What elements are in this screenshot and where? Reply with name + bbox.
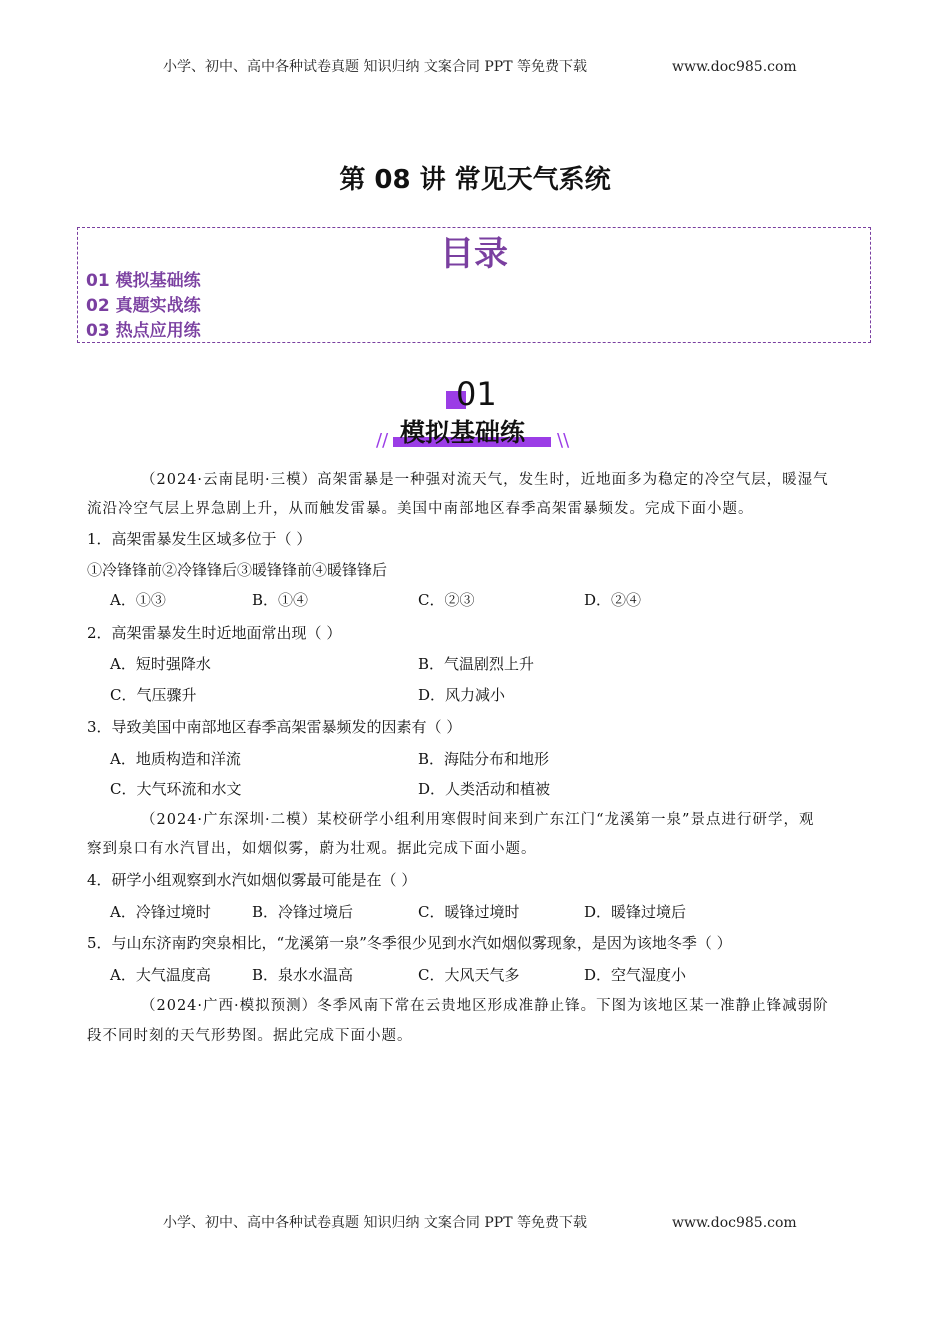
page-title: 第 08 讲 常见天气系统 <box>339 165 611 195</box>
option-b[interactable]: B．海陆分布和地形 <box>418 750 550 768</box>
decor-slash-right: \\ <box>557 430 570 451</box>
option-c[interactable]: C．气压骤升 <box>110 686 197 704</box>
option-b[interactable]: B．①④ <box>252 591 309 609</box>
question-3: 3．导致美国中南部地区春季高架雷暴频发的因素有（ ） <box>87 718 462 736</box>
question-2: 2．高架雷暴发生时近地面常出现（ ） <box>87 624 342 642</box>
header-url[interactable]: www.doc985.com <box>672 59 797 75</box>
question-4: 4．研学小组观察到水汽如烟似雾最可能是在（ ） <box>87 871 417 889</box>
question-5: 5．与山东济南趵突泉相比，“龙溪第一泉”冬季很少见到水汽如烟似雾现象，是因为该地冬季（ ） <box>87 934 732 952</box>
option-c[interactable]: C．大风天气多 <box>418 966 520 984</box>
passage-line: （2024·广西·模拟预测）冬季风南下常在云贵地区形成准静止锋。下图为该地区某一准静止锋减弱阶 <box>141 998 829 1014</box>
footer-url[interactable]: www.doc985.com <box>672 1215 797 1231</box>
option-d[interactable]: D．暖锋过境后 <box>584 903 687 921</box>
table-of-contents <box>77 227 871 343</box>
option-d[interactable]: D．空气湿度小 <box>584 966 687 984</box>
toc-item[interactable]: 02 真题实战练 <box>86 296 201 316</box>
passage-line: （2024·云南昆明·三模）高架雷暴是一种强对流天气，发生时，近地面多为稳定的冷空气层，暖湿气 <box>141 472 829 488</box>
question-1: 1．高架雷暴发生区域多位于（ ） <box>87 530 312 548</box>
section-title: 模拟基础练 <box>400 418 526 447</box>
option-a[interactable]: A．地质构造和洋流 <box>110 750 241 768</box>
option-b[interactable]: B．冷锋过境后 <box>252 903 354 921</box>
option-c[interactable]: C．②③ <box>418 591 475 609</box>
footer-text: 小学、初中、高中各种试卷真题 知识归纳 文案合同 PPT 等免费下载 <box>163 1215 587 1231</box>
option-b[interactable]: B．泉水水温高 <box>252 966 354 984</box>
option-a[interactable]: A．①③ <box>110 591 166 609</box>
passage-line: （2024·广东深圳·二模）某校研学小组利用寒假时间来到广东江门“龙溪第一泉”景点进行研学，观 <box>141 812 815 828</box>
option-c[interactable]: C．大气环流和水文 <box>110 780 242 798</box>
option-b[interactable]: B．气温剧烈上升 <box>418 655 535 673</box>
toc-heading: 目录 <box>440 234 508 274</box>
option-d[interactable]: D．②④ <box>584 591 642 609</box>
decor-slash-left: // <box>376 430 389 451</box>
option-c[interactable]: C．暖锋过境时 <box>418 903 520 921</box>
section-number: 01 <box>456 375 497 413</box>
toc-item[interactable]: 01 模拟基础练 <box>86 271 201 291</box>
header-text: 小学、初中、高中各种试卷真题 知识归纳 文案合同 PPT 等免费下载 <box>163 59 587 75</box>
passage-line: 流沿冷空气层上界急剧上升，从而触发雷暴。美国中南部地区春季高架雷暴频发。完成下面小题。 <box>87 501 754 517</box>
passage-line: 察到泉口有水汽冒出，如烟似雾，蔚为壮观。据此完成下面小题。 <box>87 841 537 857</box>
toc-item[interactable]: 03 热点应用练 <box>86 321 201 341</box>
option-a[interactable]: A．大气温度高 <box>110 966 211 984</box>
option-a[interactable]: A．冷锋过境时 <box>110 903 211 921</box>
option-a[interactable]: A．短时强降水 <box>110 655 211 673</box>
question-1-statements: ①冷锋锋前②冷锋锋后③暖锋锋前④暖锋锋后 <box>87 561 388 579</box>
option-d[interactable]: D．人类活动和植被 <box>418 780 551 798</box>
option-d[interactable]: D．风力减小 <box>418 686 506 704</box>
passage-line: 段不同时刻的天气形势图。据此完成下面小题。 <box>87 1028 413 1044</box>
